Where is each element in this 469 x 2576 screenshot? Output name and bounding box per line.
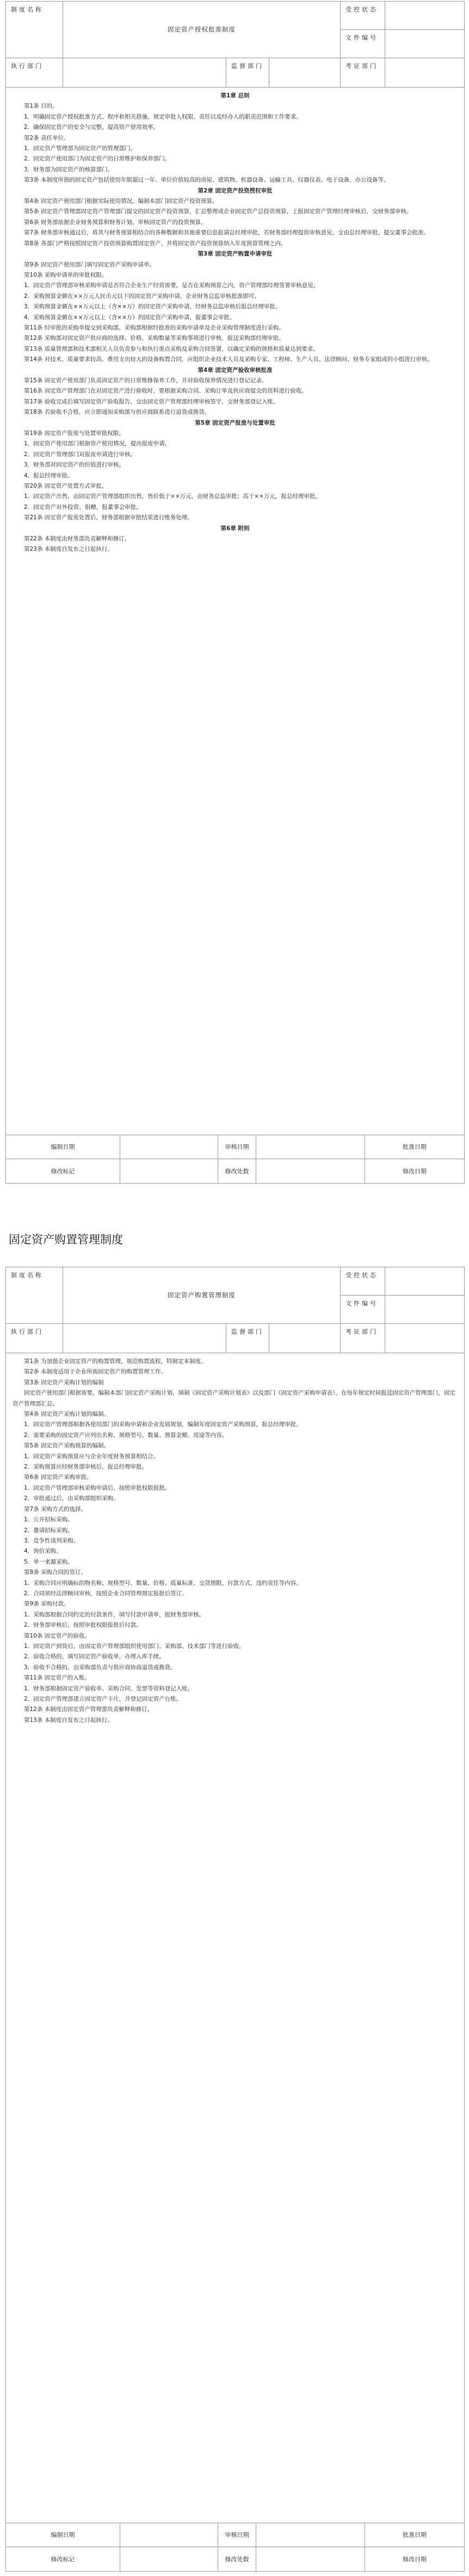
label-modify-date: 修改日期 bbox=[403, 1167, 427, 1175]
value-edit-date[interactable] bbox=[120, 2523, 218, 2547]
label-file-number: 文件编号 bbox=[341, 30, 385, 58]
paragraph: 第8条 采购合同的签订。 bbox=[24, 1569, 87, 1576]
label-modify-mark: 修改标记 bbox=[6, 2547, 120, 2571]
value-supervision-dept[interactable] bbox=[269, 1324, 341, 1353]
paragraph: 第14条 对技术、质量要求较高、费用支出较大的设备购置合同，应组织企业技术人员及采购专家、工程师、生产人员、法律顾问、财务专家组成的小组进行审核。 bbox=[24, 356, 433, 363]
label-review-date: 审核日期 bbox=[218, 2523, 256, 2547]
paragraph: 第10条 采购申请单的审批权限。 bbox=[24, 271, 108, 278]
paragraph: 第7条 财务部审核通过后，将其与财务预算相结合的各种数据和其他重要信息报请总经理审批，若财务部经理提供审核意见，交由总经理审批，提交董事会批准。 bbox=[24, 229, 430, 237]
paragraph: 4．报总经理审批。 bbox=[24, 472, 73, 479]
regulation-form-purchase bbox=[5, 1267, 465, 2572]
paragraph: 1．采购合同应明确标的物名称、规格型号、数量、价格、质量标准、交货期限、付款方式、违约责任等内容。 bbox=[24, 1579, 302, 1586]
value-execution-dept[interactable] bbox=[63, 1324, 226, 1353]
paragraph: 1．明确固定资产授权批准方式、程序和相关措施，规定审批人权限、责任以及经办人的职责范围和工作要求。 bbox=[24, 113, 302, 120]
paragraph: 第7条 采购方式的选择。 bbox=[24, 1505, 87, 1513]
paragraph: 4．采购预算金额在××万元以上（含××万）的固定资产采购申请，报董事会审批。 bbox=[24, 314, 236, 321]
paragraph: 第4条 固定资产采购计划的编制。 bbox=[24, 1411, 110, 1418]
paragraph: 4．询价采购。 bbox=[24, 1548, 62, 1555]
paragraph: 第19条 固定资产报废与处置审批权限。 bbox=[24, 430, 125, 437]
paragraph: 第12条 本制度由固定资产管理部负责解释和修订。 bbox=[24, 1706, 153, 1713]
value-modify-count[interactable] bbox=[256, 1159, 365, 1183]
label-system-name: 制度名称 bbox=[6, 2, 63, 58]
paragraph: 1．固定资产使用部门根据资产使用情况，提出报废申请。 bbox=[24, 440, 171, 447]
label-system-name: 制度名称 bbox=[6, 1267, 63, 1324]
value-edit-date[interactable] bbox=[120, 1135, 218, 1159]
form-footer bbox=[6, 2523, 464, 2571]
value-modify-mark[interactable] bbox=[120, 2547, 218, 2571]
paragraph: 1．固定资产管理部为固定资产的管理部门。 bbox=[24, 145, 137, 152]
paragraph: 2．固定资产管理部建立固定资产卡片，并登记固定资产台账。 bbox=[24, 1696, 182, 1702]
paragraph: 2．财务部审核后，按照审批权限报批后付款。 bbox=[24, 1622, 142, 1629]
paragraph: 第3章 固定资产购置申请审批 bbox=[198, 251, 273, 258]
label-edit-date: 编制日期 bbox=[6, 1135, 120, 1159]
paragraph: 第5条 固定资产采购预算的编制。 bbox=[24, 1442, 110, 1449]
paragraph: 第11条 经审批的采购单提交到采购部，采购部根据经批准的采购申请单及企业采购管理制度进行采购。 bbox=[24, 324, 285, 331]
paragraph: 1．固定资产采购预算应与企业年度财务预算相结合。 bbox=[24, 1453, 159, 1460]
label-approve-date: 批准日期 bbox=[365, 2523, 464, 2547]
paragraph: 固定资产使用部门根据需要，编制本部门固定资产采购计划，填制《固定资产采购计划表》以及部门《固定资产采购申请表》，在每年规定时间报送固定资产管理部门，固定资产管理部汇总。 bbox=[13, 1390, 455, 1407]
paragraph: 2．固定资产管理部门对报废申请进行审核。 bbox=[24, 451, 137, 458]
paragraph: 1．固定资产管理部审核采购申请后，按照审批权限报批。 bbox=[24, 1484, 171, 1491]
paragraph: 第5条 固定资产管理部固定资产管理部门提交的固定资产投资预算，汇总整理成企业固定资产总投资预算，上报固定资产管理经理审核后，交财务部审核。 bbox=[24, 208, 412, 215]
paragraph: 第16条 固定资产管理部门在对固定资产进行验收时，要根据采购合同、采购订单及供应商提交的资料进行验收。 bbox=[24, 388, 307, 395]
paragraph: 3．验收不合格的，由采购部负责与供应商协商退货或换货。 bbox=[24, 1664, 176, 1671]
paragraph: 2．采购预算金额在××万元人民币元以下的固定资产采购申请，企业财务总监审核批准即可。 bbox=[24, 293, 260, 300]
paragraph: 2．审批通过后，由采购部组织采购。 bbox=[24, 1495, 119, 1502]
paragraph: 第5章 固定资产报废与处置审批 bbox=[195, 419, 275, 426]
paragraph: 第1条 目的。 bbox=[24, 103, 58, 110]
label-execution-dept: 执行部门 bbox=[6, 58, 63, 88]
paragraph: 2．需要采购的固定资产应列出名称、规格型号、数量、预算金额、用途等内容。 bbox=[24, 1432, 228, 1439]
paragraph: 3．采购预算金额在××万元以上（含××万）的固定资产采购申请，经财务总监审核后报总经理审批。 bbox=[24, 303, 281, 310]
paragraph: 2．采购预算应经财务部审核后，报总经理审批。 bbox=[24, 1464, 148, 1471]
regulation-form-authorization bbox=[5, 1, 465, 1184]
paragraph: 3．竞争性谈判采购。 bbox=[24, 1537, 79, 1544]
paragraph: 2．确保固定资产的安全与完整，提高资产使用效率。 bbox=[24, 124, 159, 131]
paragraph: 第12条 采购部对固定资产供应商的选择、价格、采购数量等采购事项进行审核，报送采购部经理审批。 bbox=[24, 335, 285, 342]
label-execution-dept: 执行部门 bbox=[6, 1324, 63, 1353]
paragraph: 2．验收合格的，填写固定资产验收单，办理入库手续。 bbox=[24, 1653, 165, 1660]
label-modify-count: 修改处数 bbox=[218, 2547, 256, 2571]
regulation-text bbox=[6, 1353, 464, 1726]
section-heading: 固定资产购置管理制度 bbox=[9, 1233, 123, 1246]
paragraph: 第1章 总则 bbox=[220, 92, 250, 99]
paragraph: 第13条 质量管理部和技术部相关人员负责参与和执行重点采购及采购合同签署，以确定采购的规格和质量达到要求。 bbox=[24, 345, 319, 352]
form-title: 固定资产购置管理制度 bbox=[63, 1267, 341, 1324]
label-review-dept: 考证部门 bbox=[341, 58, 385, 88]
label-review-date: 审核日期 bbox=[218, 1135, 256, 1159]
value-controlled-status[interactable] bbox=[385, 1267, 464, 1296]
value-review-date[interactable] bbox=[256, 2523, 365, 2547]
label-controlled-status: 受控状态 bbox=[341, 2, 385, 30]
paragraph: 第18条 若验收不合格，应立即通知采购部与供应商联系进行退货或换货。 bbox=[24, 409, 211, 416]
paragraph: 第8条 各部门严格按照固定资产投资预算购置固定资产，并将固定资产投资预算纳入年度预算管理之内。 bbox=[24, 240, 287, 247]
paragraph: 第13条 本制度自发布之日起执行。 bbox=[24, 1716, 113, 1723]
value-controlled-status[interactable] bbox=[385, 2, 464, 30]
label-modify-mark: 修改标记 bbox=[6, 1159, 120, 1183]
value-review-dept[interactable] bbox=[385, 58, 464, 88]
label-supervision-dept: 监督部门 bbox=[226, 1324, 269, 1353]
paragraph: 第3条 固定资产采购计划的编制 bbox=[24, 1379, 104, 1386]
value-modify-mark[interactable] bbox=[120, 1159, 218, 1183]
paragraph: 1．固定资产管理部审核采购申请是否符合企业生产经营需要，是否在采购预算之内，资产管理部经理签署审核意见。 bbox=[24, 282, 319, 289]
label-review-dept: 考证部门 bbox=[341, 1324, 385, 1353]
paragraph: 第20条 固定资产处置方式审批。 bbox=[24, 483, 108, 490]
paragraph: 第9条 固定资产使用部门填写固定资产采购申请单。 bbox=[24, 261, 156, 268]
paragraph: 3．财务部为固定资产的核算部门。 bbox=[24, 166, 114, 173]
paragraph: 第1条 为加强企业固定资产的购置管理，规范购置流程，特制定本制度。 bbox=[24, 1358, 207, 1365]
paragraph: 第6章 附则 bbox=[220, 525, 250, 532]
paragraph: 第4条 固定资产使用部门根据实际使用情况，编制本部门固定资产投资预算。 bbox=[24, 198, 218, 205]
value-execution-dept[interactable] bbox=[63, 58, 226, 88]
value-file-number[interactable] bbox=[385, 30, 464, 58]
paragraph: 第4章 固定资产验收审核批准 bbox=[198, 366, 273, 374]
paragraph: 第9条 采购付款。 bbox=[24, 1601, 70, 1608]
label-approve-date: 批准日期 bbox=[365, 1135, 464, 1159]
regulation-text bbox=[6, 88, 464, 555]
value-review-date[interactable] bbox=[256, 1135, 365, 1159]
paragraph: 1．公开招标采购。 bbox=[24, 1516, 73, 1523]
value-supervision-dept[interactable] bbox=[269, 58, 341, 88]
value-review-dept[interactable] bbox=[385, 1324, 464, 1353]
paragraph: 1．采购部根据合同约定的付款条件，填写付款申请单，报财务部审核。 bbox=[24, 1611, 205, 1618]
paragraph: 2．固定资产对外投资、捐赠，报董事会审批。 bbox=[24, 503, 142, 511]
paragraph: 第3条 本制度所指的固定资产包括使用年限超过一年、单位价值较高的房屋、建筑物、机器设备、运输工具、仪器仪表、电子设备、办公设备等。 bbox=[24, 177, 390, 184]
paragraph: 2．邀请招标采购。 bbox=[24, 1527, 73, 1534]
paragraph: 1．固定资产管理部根据各使用部门的采购申请和企业发展规划，编制年度固定资产采购预算，报总经理审批。 bbox=[24, 1421, 302, 1428]
paragraph: 5．单一来源采购。 bbox=[24, 1558, 73, 1565]
paragraph: 第2条 本制度适用于企业所需固定资产的购置管理工作。 bbox=[24, 1368, 167, 1376]
paragraph: 第10条 固定资产的验收。 bbox=[24, 1632, 90, 1639]
form-header bbox=[6, 1267, 464, 1353]
paragraph: 1．财务部根据固定资产验收单、采购合同、发票等资料登记入账。 bbox=[24, 1685, 194, 1692]
paragraph: 第17条 验收完成后填写固定资产验收报告，交由固定资产管理部经理审核签字，交财务部登记入账。 bbox=[24, 398, 279, 405]
paragraph: 第2条 责任单位。 bbox=[24, 134, 70, 141]
paragraph: 2．固定资产使用部门为固定资产的日常维护和保养部门。 bbox=[24, 155, 171, 163]
paragraph: 第2章 固定资产投资授权审批 bbox=[198, 187, 273, 194]
paragraph: 第15条 固定资产使用部门负责固定资产的日常维修保养工作，并对验收保养情况进行登记记录。 bbox=[24, 377, 268, 384]
label-supervision-dept: 监督部门 bbox=[226, 58, 269, 88]
paragraph: 第21条 固定资产报废处置后，财务部根据审批结果进行账务处理。 bbox=[24, 514, 193, 521]
label-file-number: 文件编号 bbox=[341, 1296, 385, 1324]
value-file-number[interactable] bbox=[385, 1296, 464, 1324]
paragraph: 1．固定资产到货后，由固定资产管理部组织使用部门、采购部、技术部门等进行验收。 bbox=[24, 1642, 245, 1650]
form-header bbox=[6, 2, 464, 88]
paragraph: 第23条 本制度自发布之日起执行。 bbox=[24, 546, 113, 553]
paragraph: 1．固定资产出售，由固定资产管理部组织出售，售价低于××万元，由财务总监审批；高于××万元，报总经理审批。 bbox=[24, 493, 321, 500]
value-modify-count[interactable] bbox=[256, 2547, 365, 2571]
label-modify-date: 修改日期 bbox=[403, 2555, 427, 2563]
paragraph: 3．财务部对固定资产的价值进行审核。 bbox=[24, 462, 125, 469]
form-title: 固定资产授权批准制度 bbox=[63, 2, 341, 58]
paragraph: 2．合同须经法律顾问审核，按照企业合同管理规定报批后签订。 bbox=[24, 1590, 188, 1597]
paragraph: 第6条 财务部依据企业财务预算和财务计划，审核固定资产的投资预算。 bbox=[24, 219, 207, 226]
paragraph: 第11条 固定资产的入账。 bbox=[24, 1675, 90, 1682]
paragraph: 第22条 本制度由财务部负责解释和修订。 bbox=[24, 536, 131, 543]
label-modify-count: 修改处数 bbox=[218, 1159, 256, 1183]
label-edit-date: 编制日期 bbox=[6, 2523, 120, 2547]
label-controlled-status: 受控状态 bbox=[341, 1267, 385, 1296]
form-footer bbox=[6, 1135, 464, 1183]
paragraph: 第6条 固定资产采购审批。 bbox=[24, 1474, 92, 1481]
